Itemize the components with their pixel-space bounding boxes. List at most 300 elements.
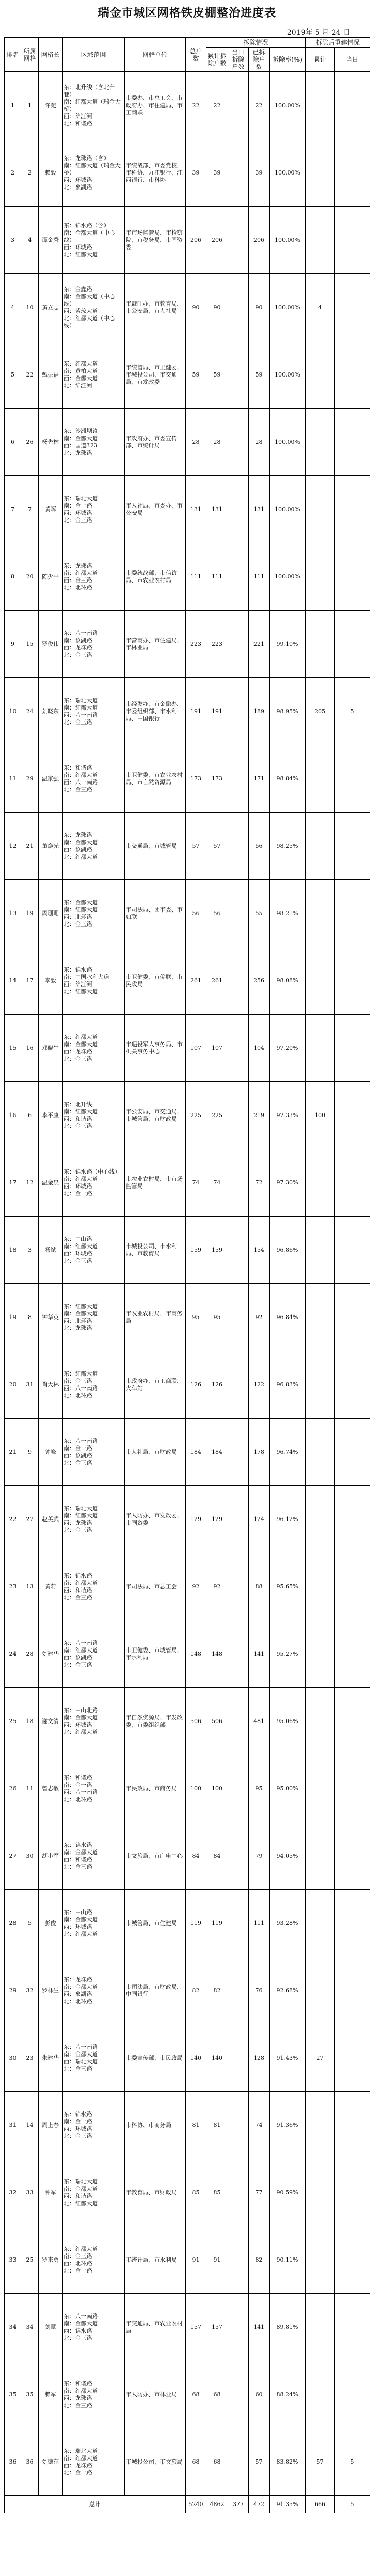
cell-rate: 100.00% bbox=[270, 207, 306, 274]
cell-rebuild-today bbox=[335, 1755, 370, 1822]
cell-total-done: 76 bbox=[249, 1957, 270, 2024]
cell-rebuild-today bbox=[335, 813, 370, 880]
table-row bbox=[5, 72, 370, 139]
cell-rebuild-today bbox=[335, 1351, 370, 1419]
cell-rate: 97.20% bbox=[270, 1015, 306, 1082]
cell-area: 东：和谐路 南：红都大道 西：龙珠路 北：金三路 bbox=[63, 2361, 125, 2428]
cell-rate: 96.84% bbox=[270, 1284, 306, 1351]
cell-unit: 市统管局、市卫健委、市城投公司、市交通局、市发改委 bbox=[125, 341, 186, 409]
cell-total-need: 111 bbox=[206, 543, 228, 611]
cell-rate: 89.81% bbox=[270, 2294, 306, 2361]
header-rebuild-group: 拆除后重建情况 bbox=[306, 38, 370, 48]
cell-today-done bbox=[228, 1217, 249, 1284]
cell-rate: 95.65% bbox=[270, 1553, 306, 1620]
cell-area: 东：瑞北大道 南：红都大道 西：八一南路 北：金三路 bbox=[63, 678, 125, 745]
cell-today-done bbox=[228, 2294, 249, 2361]
cell-rate: 91.43% bbox=[270, 2024, 306, 2092]
cell-households: 157 bbox=[186, 2294, 206, 2361]
cell-rate: 100.00% bbox=[270, 72, 306, 139]
cell-unit: 市市场监管局、市检察院、市税务局、市国资委 bbox=[125, 207, 186, 274]
cell-households: 91 bbox=[186, 2226, 206, 2294]
table-row bbox=[5, 543, 370, 611]
cell-rank: 25 bbox=[5, 1688, 21, 1755]
cell-rank: 33 bbox=[5, 2226, 21, 2294]
cell-rebuild-total: 27 bbox=[306, 2024, 335, 2092]
cell-total-done: 77 bbox=[249, 2159, 270, 2226]
cell-total-done: 82 bbox=[249, 2226, 270, 2294]
cell-unit: 市交通局、市农业农村局 bbox=[125, 2294, 186, 2361]
cell-total-done: 256 bbox=[249, 947, 270, 1015]
cell-area: 东：锦水路 南：中国水利大道 西：绵江河 北：红都大道 bbox=[63, 947, 125, 1015]
cell-rank: 21 bbox=[5, 1419, 21, 1486]
cell-grid: 6 bbox=[21, 1082, 39, 1149]
cell-grid: 5 bbox=[21, 1890, 39, 1957]
cell-grid: 8 bbox=[21, 1284, 39, 1351]
cell-leader: 赖军 bbox=[39, 2361, 63, 2428]
cell-rebuild-total bbox=[306, 543, 335, 611]
table-row bbox=[5, 947, 370, 1015]
table-row bbox=[5, 1217, 370, 1284]
total-rate: 91.35% bbox=[270, 2496, 306, 2513]
cell-leader: 胡小军 bbox=[39, 1822, 63, 1890]
cell-total-need: 126 bbox=[206, 1351, 228, 1419]
cell-rebuild-today bbox=[335, 476, 370, 543]
cell-rate: 95.06% bbox=[270, 1688, 306, 1755]
cell-total-need: 90 bbox=[206, 274, 228, 341]
table-row bbox=[5, 813, 370, 880]
cell-rebuild-total bbox=[306, 813, 335, 880]
cell-leader: 戴振福 bbox=[39, 341, 63, 409]
table-row bbox=[5, 1351, 370, 1419]
cell-rebuild-today bbox=[335, 1486, 370, 1553]
cell-households: 191 bbox=[186, 678, 206, 745]
cell-total-need: 159 bbox=[206, 1217, 228, 1284]
cell-rank: 22 bbox=[5, 1486, 21, 1553]
cell-total-need: 173 bbox=[206, 745, 228, 813]
header-today-done: 当日拆除户数 bbox=[228, 48, 249, 72]
cell-rate: 88.24% bbox=[270, 2361, 306, 2428]
cell-rank: 27 bbox=[5, 1822, 21, 1890]
cell-rate: 98.08% bbox=[270, 947, 306, 1015]
cell-households: 506 bbox=[186, 1688, 206, 1755]
cell-rank: 29 bbox=[5, 1957, 21, 2024]
total-today: 377 bbox=[228, 2496, 249, 2513]
cell-rate: 95.00% bbox=[270, 1755, 306, 1822]
cell-total-need: 22 bbox=[206, 72, 228, 139]
cell-rebuild-total bbox=[306, 1217, 335, 1284]
cell-rebuild-today bbox=[335, 139, 370, 207]
cell-leader: 朱建华 bbox=[39, 2024, 63, 2092]
cell-total-need: 225 bbox=[206, 1082, 228, 1149]
table-row bbox=[5, 1149, 370, 1217]
cell-area: 东：锦水路 南：红都大道 西：和谐路 北：金三路 bbox=[63, 1553, 125, 1620]
cell-total-need: 131 bbox=[206, 476, 228, 543]
cell-rebuild-today bbox=[335, 1822, 370, 1890]
header-demolish-group: 拆除情况 bbox=[206, 38, 306, 48]
cell-today-done bbox=[228, 1149, 249, 1217]
cell-households: 95 bbox=[186, 1284, 206, 1351]
cell-leader: 罗俊伟 bbox=[39, 611, 63, 678]
cell-today-done bbox=[228, 1957, 249, 2024]
cell-area: 东：锦水路 南：金一路 西：环城路 北：金三路 bbox=[63, 2092, 125, 2159]
cell-today-done bbox=[228, 1755, 249, 1822]
table-row bbox=[5, 139, 370, 207]
cell-rebuild-today bbox=[335, 745, 370, 813]
cell-total-need: 206 bbox=[206, 207, 228, 274]
cell-grid: 17 bbox=[21, 947, 39, 1015]
table-row bbox=[5, 1620, 370, 1688]
cell-today-done bbox=[228, 207, 249, 274]
cell-rebuild-total bbox=[306, 947, 335, 1015]
cell-leader: 罗来勇 bbox=[39, 2226, 63, 2294]
cell-total-done: 56 bbox=[249, 813, 270, 880]
cell-rank: 3 bbox=[5, 207, 21, 274]
cell-today-done bbox=[228, 947, 249, 1015]
cell-rebuild-today bbox=[335, 1217, 370, 1284]
cell-rank: 9 bbox=[5, 611, 21, 678]
cell-area: 东：瑞北大道 南：红都大道 西：龙珠路 北：金三路 bbox=[63, 1486, 125, 1553]
cell-unit: 市委办、市总工会、市政府办、市住建局、市工商联 bbox=[125, 72, 186, 139]
table-body bbox=[5, 72, 370, 2496]
cell-rate: 92.68% bbox=[270, 1957, 306, 2024]
cell-rebuild-total bbox=[306, 1015, 335, 1082]
cell-area: 东：和谐路 南：红都大道 西：八一南路 北：金三路 bbox=[63, 745, 125, 813]
cell-rebuild-today bbox=[335, 2159, 370, 2226]
cell-rate: 90.11% bbox=[270, 2226, 306, 2294]
cell-rebuild-total bbox=[306, 341, 335, 409]
header-leader: 网格长 bbox=[39, 38, 63, 72]
cell-households: 92 bbox=[186, 1553, 206, 1620]
cell-rebuild-total bbox=[306, 1822, 335, 1890]
cell-grid: 22 bbox=[21, 341, 39, 409]
cell-rebuild-total bbox=[306, 880, 335, 947]
cell-unit: 市文旅局、市广电中心 bbox=[125, 1822, 186, 1890]
cell-rank: 32 bbox=[5, 2159, 21, 2226]
cell-rebuild-today: 5 bbox=[335, 2428, 370, 2496]
cell-households: 184 bbox=[186, 1419, 206, 1486]
cell-area: 东：八一南路 南：红都大道 西：象湖路 北：金三路 bbox=[63, 1620, 125, 1688]
cell-total-need: 119 bbox=[206, 1890, 228, 1957]
cell-rank: 5 bbox=[5, 341, 21, 409]
cell-households: 59 bbox=[186, 341, 206, 409]
cell-rank: 10 bbox=[5, 678, 21, 745]
cell-total-need: 82 bbox=[206, 1957, 228, 2024]
cell-leader: 杨斌 bbox=[39, 1217, 63, 1284]
cell-rebuild-today bbox=[335, 1419, 370, 1486]
header-rate: 拆除率(%) bbox=[270, 48, 306, 72]
cell-leader: 刘德东 bbox=[39, 2428, 63, 2496]
cell-total-need: 140 bbox=[206, 2024, 228, 2092]
cell-rate: 100.00% bbox=[270, 341, 306, 409]
cell-rank: 2 bbox=[5, 139, 21, 207]
cell-total-need: 95 bbox=[206, 1284, 228, 1351]
cell-total-need: 59 bbox=[206, 341, 228, 409]
cell-area: 东：龙珠路 南：金都大道 西：象湖路 北：红都大道 bbox=[63, 813, 125, 880]
cell-today-done bbox=[228, 1620, 249, 1688]
cell-rebuild-total bbox=[306, 409, 335, 476]
cell-grid: 19 bbox=[21, 880, 39, 947]
cell-unit: 市退役军人事务局、市机关事务中心 bbox=[125, 1015, 186, 1082]
cell-total-need: 57 bbox=[206, 813, 228, 880]
total-need: 4862 bbox=[206, 2496, 228, 2513]
cell-rebuild-today bbox=[335, 1082, 370, 1149]
cell-rate: 83.82% bbox=[270, 2428, 306, 2496]
cell-rank: 20 bbox=[5, 1351, 21, 1419]
cell-today-done bbox=[228, 1890, 249, 1957]
cell-total-done: 79 bbox=[249, 1822, 270, 1890]
cell-grid: 9 bbox=[21, 1419, 39, 1486]
cell-households: 131 bbox=[186, 476, 206, 543]
header-grid: 所属网格 bbox=[21, 38, 39, 72]
cell-leader: 李毅 bbox=[39, 947, 63, 1015]
cell-today-done bbox=[228, 1015, 249, 1082]
cell-rebuild-today bbox=[335, 1284, 370, 1351]
table-row bbox=[5, 2361, 370, 2428]
cell-grid: 12 bbox=[21, 1149, 39, 1217]
cell-households: 107 bbox=[186, 1015, 206, 1082]
cell-grid: 30 bbox=[21, 1822, 39, 1890]
cell-grid: 4 bbox=[21, 207, 39, 274]
cell-leader: 黄莉 bbox=[39, 1553, 63, 1620]
table-row bbox=[5, 1486, 370, 1553]
cell-grid: 16 bbox=[21, 1015, 39, 1082]
cell-rebuild-today bbox=[335, 1620, 370, 1688]
cell-area: 东：瑞北大道 南：金都大道 西：和谐路 北：红都大道 bbox=[63, 2159, 125, 2226]
cell-today-done bbox=[228, 2428, 249, 2496]
cell-today-done bbox=[228, 1351, 249, 1419]
cell-leader: 赵英武 bbox=[39, 1486, 63, 1553]
cell-rate: 96.86% bbox=[270, 1217, 306, 1284]
cell-grid: 13 bbox=[21, 1553, 39, 1620]
cell-total-need: 129 bbox=[206, 1486, 228, 1553]
cell-rank: 14 bbox=[5, 947, 21, 1015]
cell-total-done: 92 bbox=[249, 1284, 270, 1351]
cell-unit: 市公安局、市交通局、市城管局、市财政局 bbox=[125, 1082, 186, 1149]
cell-today-done bbox=[228, 476, 249, 543]
cell-total-done: 141 bbox=[249, 1620, 270, 1688]
cell-rebuild-total bbox=[306, 1755, 335, 1822]
cell-unit: 市经发办、市金融办、市委组织部、市水利局、中国银行 bbox=[125, 678, 186, 745]
cell-rank: 13 bbox=[5, 880, 21, 947]
cell-total-need: 184 bbox=[206, 1419, 228, 1486]
cell-grid: 32 bbox=[21, 1957, 39, 2024]
table-row bbox=[5, 745, 370, 813]
cell-unit: 市人防办、市林业局 bbox=[125, 2361, 186, 2428]
cell-total-need: 56 bbox=[206, 880, 228, 947]
cell-today-done bbox=[228, 72, 249, 139]
cell-total-need: 261 bbox=[206, 947, 228, 1015]
cell-total-need: 68 bbox=[206, 2428, 228, 2496]
cell-rate: 100.00% bbox=[270, 543, 306, 611]
cell-rank: 19 bbox=[5, 1284, 21, 1351]
cell-rank: 30 bbox=[5, 2024, 21, 2092]
cell-households: 39 bbox=[186, 139, 206, 207]
cell-unit: 市政府办、市委宣传部、市统计局 bbox=[125, 409, 186, 476]
total-label: 总计 bbox=[5, 2496, 186, 2513]
cell-rank: 24 bbox=[5, 1620, 21, 1688]
table-row bbox=[5, 476, 370, 543]
cell-total-done: 39 bbox=[249, 139, 270, 207]
cell-total-done: 72 bbox=[249, 1149, 270, 1217]
table-row bbox=[5, 880, 370, 947]
cell-today-done bbox=[228, 1688, 249, 1755]
cell-total-need: 148 bbox=[206, 1620, 228, 1688]
table-row bbox=[5, 1755, 370, 1822]
cell-total-need: 81 bbox=[206, 2092, 228, 2159]
cell-grid: 2 bbox=[21, 139, 39, 207]
table-row bbox=[5, 2294, 370, 2361]
cell-rebuild-total bbox=[306, 2294, 335, 2361]
cell-rank: 7 bbox=[5, 476, 21, 543]
cell-today-done bbox=[228, 139, 249, 207]
cell-grid: 25 bbox=[21, 2226, 39, 2294]
cell-area: 东：瑞北大道 南：红都大道 西：龙珠路 北：金一路 bbox=[63, 2428, 125, 2496]
table-row bbox=[5, 1688, 370, 1755]
cell-rebuild-today bbox=[335, 274, 370, 341]
cell-rate: 100.00% bbox=[270, 476, 306, 543]
cell-rebuild-today bbox=[335, 2024, 370, 2092]
cell-grid: 3 bbox=[21, 1217, 39, 1284]
cell-unit: 市司法局、市财政局、中国银行 bbox=[125, 1957, 186, 2024]
cell-today-done bbox=[228, 274, 249, 341]
page-title: 瑞金市城区网格铁皮棚整治进度表 bbox=[97, 6, 276, 20]
cell-total-done: 178 bbox=[249, 1419, 270, 1486]
cell-rank: 4 bbox=[5, 274, 21, 341]
cell-rebuild-total bbox=[306, 1351, 335, 1419]
cell-unit: 市科协、市商务局 bbox=[125, 2092, 186, 2159]
cell-total-need: 74 bbox=[206, 1149, 228, 1217]
cell-area: 东：八一南路 南：金都大道 西：锦水路 北：金三路 bbox=[63, 2294, 125, 2361]
cell-total-need: 100 bbox=[206, 1755, 228, 1822]
cell-today-done bbox=[228, 2024, 249, 2092]
cell-rebuild-today bbox=[335, 1957, 370, 2024]
total-rebuild-today: 5 bbox=[335, 2496, 370, 2513]
cell-households: 82 bbox=[186, 1957, 206, 2024]
cell-rank: 17 bbox=[5, 1149, 21, 1217]
cell-area: 东：沙洲坝镇 南：金都大道 西：国道323 北：龙珠路 bbox=[63, 409, 125, 476]
cell-unit: 市戴旺办、市教育局、市公安局、市人社局 bbox=[125, 274, 186, 341]
cell-rank: 26 bbox=[5, 1755, 21, 1822]
cell-rate: 96.83% bbox=[270, 1351, 306, 1419]
cell-grid: 31 bbox=[21, 1351, 39, 1419]
cell-leader: 刘慧 bbox=[39, 2294, 63, 2361]
cell-leader: 周珊珊 bbox=[39, 880, 63, 947]
cell-grid: 29 bbox=[21, 745, 39, 813]
cell-rank: 18 bbox=[5, 1217, 21, 1284]
cell-unit: 市民政局、市商务局 bbox=[125, 1755, 186, 1822]
cell-rank: 11 bbox=[5, 745, 21, 813]
cell-rebuild-total bbox=[306, 611, 335, 678]
cell-households: 261 bbox=[186, 947, 206, 1015]
cell-households: 225 bbox=[186, 1082, 206, 1149]
cell-unit: 市委统战部、市信访局、市农业农村局 bbox=[125, 543, 186, 611]
cell-rank: 8 bbox=[5, 543, 21, 611]
header-area: 区域范围 bbox=[63, 38, 125, 72]
cell-rebuild-total: 4 bbox=[306, 274, 335, 341]
cell-unit: 市卫健委、市侨联、市民政局 bbox=[125, 947, 186, 1015]
total-rebuild: 666 bbox=[306, 2496, 335, 2513]
cell-rate: 96.12% bbox=[270, 1486, 306, 1553]
cell-households: 159 bbox=[186, 1217, 206, 1284]
cell-total-done: 88 bbox=[249, 1553, 270, 1620]
cell-households: 111 bbox=[186, 543, 206, 611]
cell-leader: 刘晓东 bbox=[39, 678, 63, 745]
cell-rebuild-today bbox=[335, 409, 370, 476]
table-row bbox=[5, 409, 370, 476]
cell-unit: 市交通局、市城管局 bbox=[125, 813, 186, 880]
cell-rebuild-total bbox=[306, 1553, 335, 1620]
cell-grid: 24 bbox=[21, 678, 39, 745]
cell-total-done: 219 bbox=[249, 1082, 270, 1149]
cell-today-done bbox=[228, 678, 249, 745]
cell-unit: 市自然资源局、市发改委、市委组织部 bbox=[125, 1688, 186, 1755]
cell-rebuild-total bbox=[306, 1620, 335, 1688]
cell-today-done bbox=[228, 880, 249, 947]
cell-rebuild-today bbox=[335, 1688, 370, 1755]
cell-unit: 市统计局、市水利局 bbox=[125, 2226, 186, 2294]
cell-rebuild-today bbox=[335, 341, 370, 409]
cell-rebuild-total bbox=[306, 207, 335, 274]
cell-today-done bbox=[228, 2159, 249, 2226]
cell-total-need: 85 bbox=[206, 2159, 228, 2226]
cell-rebuild-total bbox=[306, 1419, 335, 1486]
table-row bbox=[5, 1957, 370, 2024]
cell-rebuild-today bbox=[335, 1015, 370, 1082]
cell-households: 119 bbox=[186, 1890, 206, 1957]
cell-total-done: 141 bbox=[249, 2294, 270, 2361]
cell-area: 东：北升线（含北升巷） 南：红都大道（瑞金大桥） 西：绵江河 北：和谐路 bbox=[63, 72, 125, 139]
cell-total-need: 84 bbox=[206, 1822, 228, 1890]
cell-grid: 27 bbox=[21, 1486, 39, 1553]
table-row bbox=[5, 1890, 370, 1957]
cell-households: 90 bbox=[186, 274, 206, 341]
cell-grid: 1 bbox=[21, 72, 39, 139]
cell-grid: 33 bbox=[21, 2159, 39, 2226]
cell-area: 东：红都大道 南：金都大道 西：北环路 北：龙珠路 bbox=[63, 1284, 125, 1351]
cell-total-done: 104 bbox=[249, 1015, 270, 1082]
cell-grid: 36 bbox=[21, 2428, 39, 2496]
cell-total-done: 122 bbox=[249, 1351, 270, 1419]
cell-rebuild-total bbox=[306, 2361, 335, 2428]
cell-area: 东：龙珠路 南：金都大道 西：象湖路 北：北环路 bbox=[63, 1957, 125, 2024]
cell-households: 68 bbox=[186, 2361, 206, 2428]
cell-rate: 94.05% bbox=[270, 1822, 306, 1890]
cell-area: 东：瑞北大道 南：金一路 西：环城路 北：金三路 bbox=[63, 476, 125, 543]
cell-rate: 91.36% bbox=[270, 2092, 306, 2159]
cell-grid: 20 bbox=[21, 543, 39, 611]
cell-today-done bbox=[228, 2361, 249, 2428]
cell-total-done: 171 bbox=[249, 745, 270, 813]
cell-area: 东：和谐路 南：金一路 西：八一南路 北：北环路 bbox=[63, 1755, 125, 1822]
table-row bbox=[5, 1553, 370, 1620]
cell-total-done: 28 bbox=[249, 409, 270, 476]
cell-unit: 市卫健委、市城管局、市水利局 bbox=[125, 1620, 186, 1688]
cell-total-done: 55 bbox=[249, 880, 270, 947]
cell-rank: 31 bbox=[5, 2092, 21, 2159]
cell-households: 173 bbox=[186, 745, 206, 813]
cell-rebuild-today bbox=[335, 2294, 370, 2361]
cell-rebuild-total bbox=[306, 745, 335, 813]
cell-households: 56 bbox=[186, 880, 206, 947]
cell-total-done: 60 bbox=[249, 2361, 270, 2428]
cell-total-done: 154 bbox=[249, 1217, 270, 1284]
cell-rate: 98.25% bbox=[270, 813, 306, 880]
cell-rebuild-total bbox=[306, 2159, 335, 2226]
cell-unit: 市司法局、市总工会 bbox=[125, 1553, 186, 1620]
cell-rebuild-total bbox=[306, 476, 335, 543]
cell-rebuild-today bbox=[335, 2226, 370, 2294]
cell-rebuild-total: 100 bbox=[306, 1082, 335, 1149]
